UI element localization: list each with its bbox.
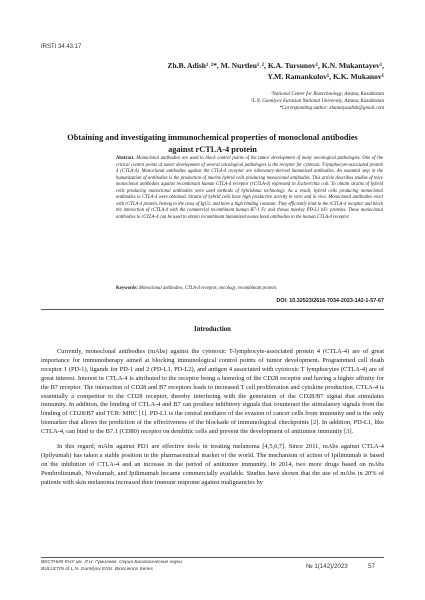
issue-number: № 1(142)/2023 [306,563,348,570]
author-line-1: Zh.B. Adish¹˒²*, M. Nurtleu¹˒², K.A. Tursunov¹, K.N. Mukantayev¹, [167,61,384,70]
abstract-text: Monoclonal antibodies are used to block control points of the tumor development of many oncological pathologies. One of the critical control points of tumor development of several oncological pathologies is the receptor for cytotoxic T-lymphocyte-associated protein 4 (CTLA-4). Monoclonal antibodies against the CTLA-4 receptor are laboratory-derived humanized antibodies. An essential step in the humanization of antibodies is the production of murine hybrid cells producing monoclonal antibodies. This article describes studies of mice monoclonal antibodies against recombinant human CTLA-4 receptor (rCTLA-4) expressed in Escherichia coli. To obtain strains of hybrid cells producing monoclonal antibodies were used methods of hybridoma technology. As a result, hybrid cells producing monoclonal antibodies to CTLA-4 were obtained. Strains of hybrid cells have high productive activity in vitro and in vivo. Monoclonal antibodies react with rCTLA-4 protein, belong to the class of IgG1, and have a high binding constant. They efficiently bind to the rCTLA-4 receptor and block the interaction of rCTLA-4 with the commercial recombinant human B7-1 Fc and rhesus monkey PD-L1 hFc proteins. These monoclonal antibodies to rCTLA-4 can be used to obtain recombinant humanized monoclonal antibodies to the human CTLA-4 receptor. [116,156,384,220]
affiliation-2: ²L.N. Gumilyov Eurasian National University, Astana, Kazakhstan [250,99,384,105]
top-divider [41,309,384,310]
abstract-label: Abstract. [116,156,135,161]
abstract [116,156,383,221]
affiliations [124,91,384,113]
doi[interactable]: DOI: 10.32523/2616-7034-2023-142-1-57-67 [276,298,384,304]
section-heading-introduction: Introduction [194,326,231,333]
journal-name-ru: ВЕСТНИК ЕНУ им. Л.Н. Гумилева. Серия Биологические науки [41,560,183,565]
paragraph-2: In this regard, mAbs against PD1 are effective tools in treating melanoma [4,5,6,7]. Since 2011, mAbs against CTLA-4 (Ipilyumab) has taken a stable position in the pharmaceutical market of the world. The mechanism of action of Ipilimumab is based on the inhibition of CTLA-4 and an increase in the period of antitumor immunity. In 2014, two more drugs based on mAbs Pembrolizumab, Nivolumab, and Ipilimumab became commercially available. Studies have shown that the use of mAbs in 20% of patients with skin melanoma increased their immune response against malignancies by [41,443,384,486]
corresponding-author: *Corresponding author: zhanaiyaadish@gmail.com [279,106,384,112]
journal-info [41,560,182,573]
keywords-label: Keywords: [116,286,138,291]
affiliation-1: ¹National Center for Biotechnology, Astana, Kazakhstan [271,92,384,97]
footer-divider [41,557,384,558]
author-line-2: Y.M. Ramankulov¹, K.K. Mukanov¹ [267,72,384,81]
author-list [124,60,384,82]
keywords [116,286,383,293]
paper-title: Obtaining and investigating immunochemical properties of monoclonal antibodies against rCTLA-4 protein [67,133,358,154]
paragraph-1: Currently, monoclonal antibodies (mAbs) against the cytotoxic T-lymphocyte-associated protein 4 (CTLA-4) are of great importance for immunotherapy aimed at blocking immunological control points of tumor development. Programmed cell death receptor 1 (PD-1), ligands for PD-1 and 2 (PD-L1, PD-L2), and antigen 4 associated with cytotoxic T lymphocytes (CTLA-4) are of great interest. Interest in CTLA-4 is attributed to the receptor being a homolog of the CD28 receptor and having a higher affinity for the B7 receptor. The interaction of CD28 and B7 receptors leads to increased T cell proliferation and cytokine production. CTLA-4 is essentially a competitor to the CD28 receptor, thereby interfering with the generation of the CD28/B7 signal that stimulates immunity. In addition, the binding of CTLA-4 and B7 can produce inhibitory signals that counteract the stimulatory signals from the binding of CD28/B7 and TCR: MHC [1]. PD-L1 is the central mediator of the evasion of cancer cells from immunity and is the only biomarker that allows the prediction of the effectiveness of the blockade of immunological checkpoints [2]. In addition, PD-L1, like CTLA-4, can bind to the B7.1 (CD80) receptor on dendritic cells and prevent the development of antitumor immunity [3]. [41,348,384,436]
irstii-code: IRSTI 34.43.17 [41,44,82,50]
introduction-body [41,348,384,488]
keywords-text: Monoclonal antibodies, CTLA-4 receptor, oncology, recombinant protein. [139,286,278,291]
journal-name-en: BULLETIN of L.N. Gumilyov ENU. Bioscience Series [41,566,153,572]
page-number: 57 [368,563,375,570]
